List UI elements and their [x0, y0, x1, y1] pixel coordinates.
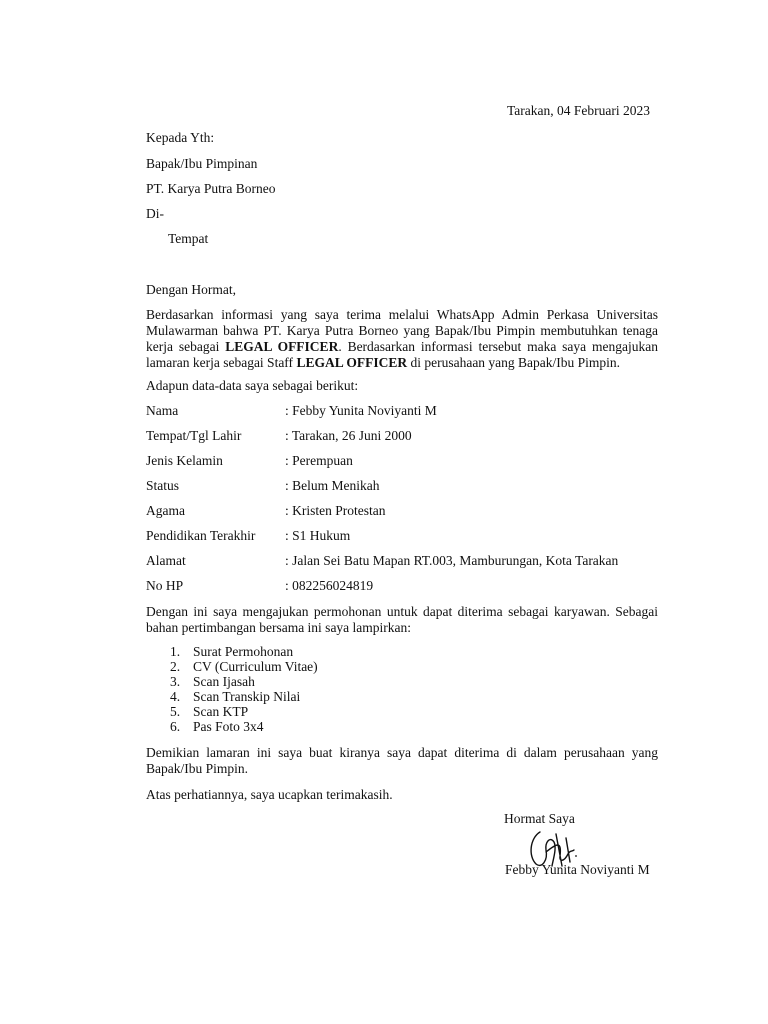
recipient-place: Tempat: [168, 231, 209, 246]
data-row-gender: [146, 453, 658, 469]
intro-text-3: di perusahaan yang Bapak/Ibu Pimpin.: [407, 355, 621, 370]
data-label: Status: [146, 478, 180, 493]
data-row-education: [146, 528, 658, 544]
data-label: Tempat/Tgl Lahir: [146, 428, 242, 443]
data-label: Jenis Kelamin: [146, 453, 223, 468]
data-row-religion: [146, 503, 658, 519]
thanks-line: Atas perhatiannya, saya ucapkan terimakasih.: [146, 787, 393, 802]
attachment-text: Scan Ijasah: [193, 674, 255, 689]
data-value: : Febby Yunita Noviyanti M: [285, 403, 437, 418]
data-label: Pendidikan Terakhir: [146, 528, 256, 543]
data-value: : Belum Menikah: [285, 478, 380, 493]
recipient-company: PT. Karya Putra Borneo: [146, 181, 276, 196]
intro-text-1: Berdasarkan informasi yang saya terima melalui WhatsApp Admin Perkasa Universitas Mulawarman bahwa PT. Karya Putra Borneo yang Bapak/Ibu Pimpin membutuhkan tenaga kerja sebagai: [146, 307, 658, 354]
attachment-number: 3.: [170, 674, 181, 689]
salutation: Dengan Hormat,: [146, 282, 236, 297]
attachment-number: 4.: [170, 689, 181, 704]
attachment-text: Surat Permohonan: [193, 644, 294, 659]
data-label: No HP: [146, 578, 184, 593]
data-label: Nama: [146, 403, 179, 418]
intro-text-2: . Berdasarkan informasi tersebut maka saya mengajukan lamaran kerja sebagai Staff: [146, 339, 658, 370]
date-line: Tarakan, 04 Februari 2023: [507, 103, 651, 118]
attachment-text: Scan KTP: [193, 704, 249, 719]
data-row-phone: [146, 578, 658, 594]
data-value: : Kristen Protestan: [285, 503, 386, 518]
data-row-status: [146, 478, 658, 494]
intro-paragraph: [146, 307, 658, 371]
attachments-intro: Dengan ini saya mengajukan permohonan untuk dapat diterima sebagai karyawan. Sebagai bahan pertimbangan bersama ini saya lampirkan:: [146, 604, 658, 635]
attachment-number: 5.: [170, 704, 181, 719]
recipient-at: Di-: [146, 206, 164, 221]
recipient-name: Bapak/Ibu Pimpinan: [146, 156, 258, 171]
data-label: Alamat: [146, 553, 186, 568]
data-value: : Perempuan: [285, 453, 353, 468]
recipient-to: Kepada Yth:: [146, 130, 215, 145]
signer-name: Febby Yunita Noviyanti M: [505, 862, 650, 877]
data-row-nama: [146, 403, 658, 419]
data-intro: Adapun data-data saya sebagai berikut:: [146, 378, 359, 393]
closing-paragraph: Demikian lamaran ini saya buat kiranya saya dapat diterima di dalam perusahaan yang Bapak/Ibu Pimpin.: [146, 745, 658, 776]
attachment-number: 1.: [170, 644, 181, 659]
attachment-text: CV (Curriculum Vitae): [193, 659, 318, 674]
data-value: : S1 Hukum: [285, 528, 351, 543]
data-row-ttl: [146, 428, 658, 444]
attachment-text: Scan Transkip Nilai: [193, 689, 301, 704]
regards-line: Hormat Saya: [504, 811, 575, 826]
position-name-2: LEGAL OFFICER: [296, 355, 408, 370]
attachment-text: Pas Foto 3x4: [193, 719, 264, 734]
position-name: LEGAL OFFICER: [225, 339, 339, 354]
data-value: : Jalan Sei Batu Mapan RT.003, Mamburungan, Kota Tarakan: [285, 553, 619, 568]
data-row-address: [146, 553, 658, 569]
data-value: : Tarakan, 26 Juni 2000: [285, 428, 412, 443]
attachment-number: 6.: [170, 719, 181, 734]
data-value: : 082256024819: [285, 578, 374, 593]
data-label: Agama: [146, 503, 185, 518]
attachment-number: 2.: [170, 659, 181, 674]
